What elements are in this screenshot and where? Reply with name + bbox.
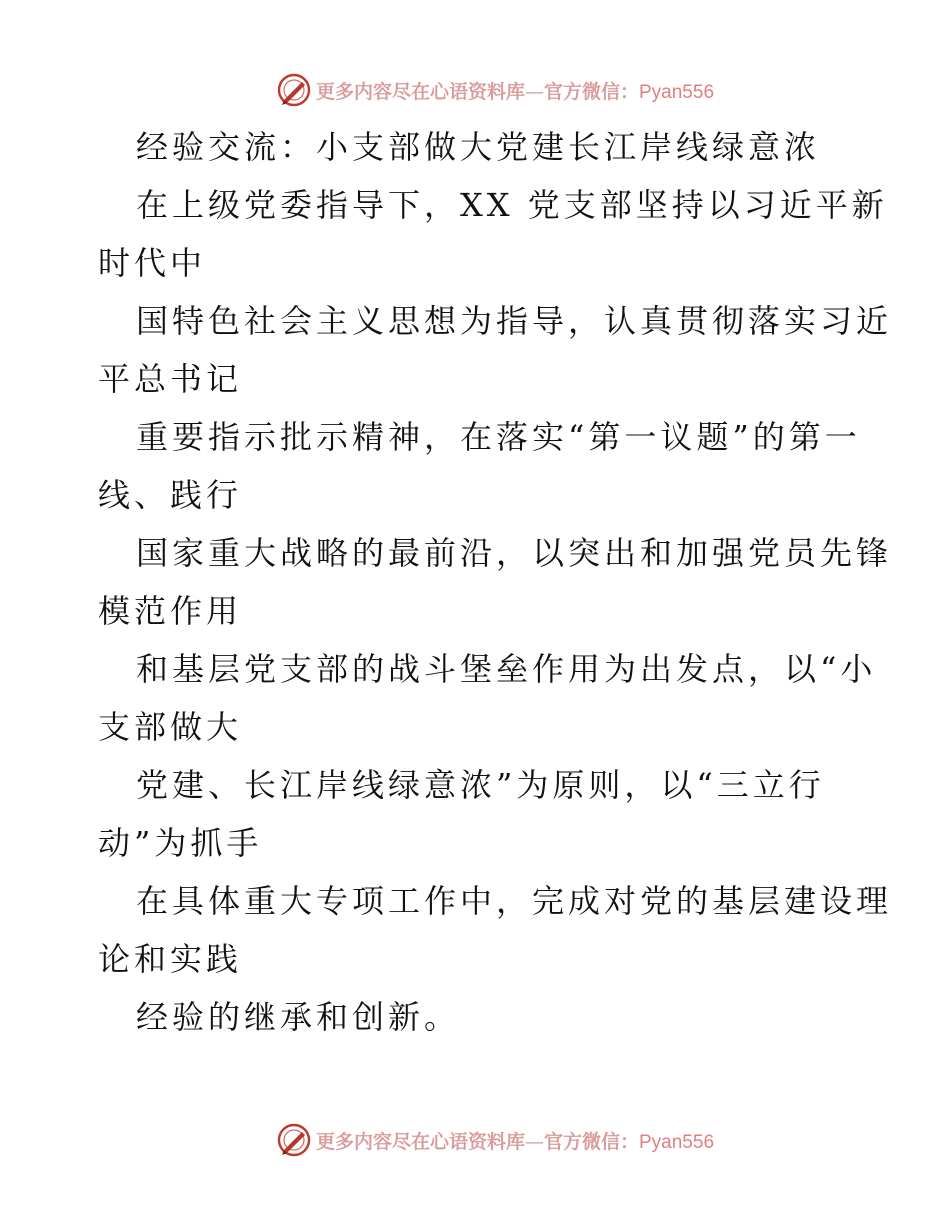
header-banner <box>0 70 950 110</box>
document-line: 动”为抓手 <box>98 824 263 862</box>
pen-circle-logo-icon <box>276 1122 312 1158</box>
header-banner-inner <box>276 72 714 108</box>
banner-dash: — <box>524 80 544 103</box>
document-line: 在上级党委指导下，XX 党支部坚持以习近平新 <box>136 186 888 224</box>
banner-wechat-id: Pyan556 <box>639 81 715 103</box>
banner-dash: — <box>524 1130 544 1153</box>
header-banner-text <box>316 77 714 104</box>
document-body <box>98 118 893 1046</box>
document-line: 在具体重大专项工作中，完成对党的基层建设理 <box>136 882 893 920</box>
document-line: 模范作用 <box>98 592 243 630</box>
document-line: 重要指示批示精神，在落实“第一议题”的第一 <box>136 418 861 456</box>
banner-cn-text: 更多内容尽在心语资料库 <box>315 1130 525 1153</box>
document-line: 支部做大 <box>98 708 243 746</box>
pen-circle-logo-icon <box>276 72 312 108</box>
document-line: 国特色社会主义思想为指导，认真贯彻落实习近 <box>136 302 893 340</box>
document-line: 平总书记 <box>98 360 243 398</box>
document-line: 经验的继承和创新。 <box>136 998 461 1036</box>
document-line: 论和实践 <box>98 940 243 978</box>
document-line: 线、践行 <box>98 476 243 514</box>
document-line: 党建、长江岸线绿意浓”为原则，以“三立行 <box>136 766 825 804</box>
document-line: 和基层党支部的战斗堡垒作用为出发点，以“小 <box>136 650 877 688</box>
banner-wechat-label: 官方微信： <box>543 80 639 103</box>
banner-wechat-label: 官方微信： <box>543 1130 639 1153</box>
banner-cn-text: 更多内容尽在心语资料库 <box>315 80 525 103</box>
footer-banner-inner <box>276 1122 714 1158</box>
banner-wechat-id: Pyan556 <box>639 1131 715 1153</box>
document-line: 时代中 <box>98 244 207 282</box>
footer-banner <box>0 1120 950 1160</box>
document-line: 国家重大战略的最前沿，以突出和加强党员先锋 <box>136 534 893 572</box>
footer-banner-text <box>316 1127 714 1154</box>
document-line: 经验交流：小支部做大党建长江岸线绿意浓 <box>136 128 821 166</box>
